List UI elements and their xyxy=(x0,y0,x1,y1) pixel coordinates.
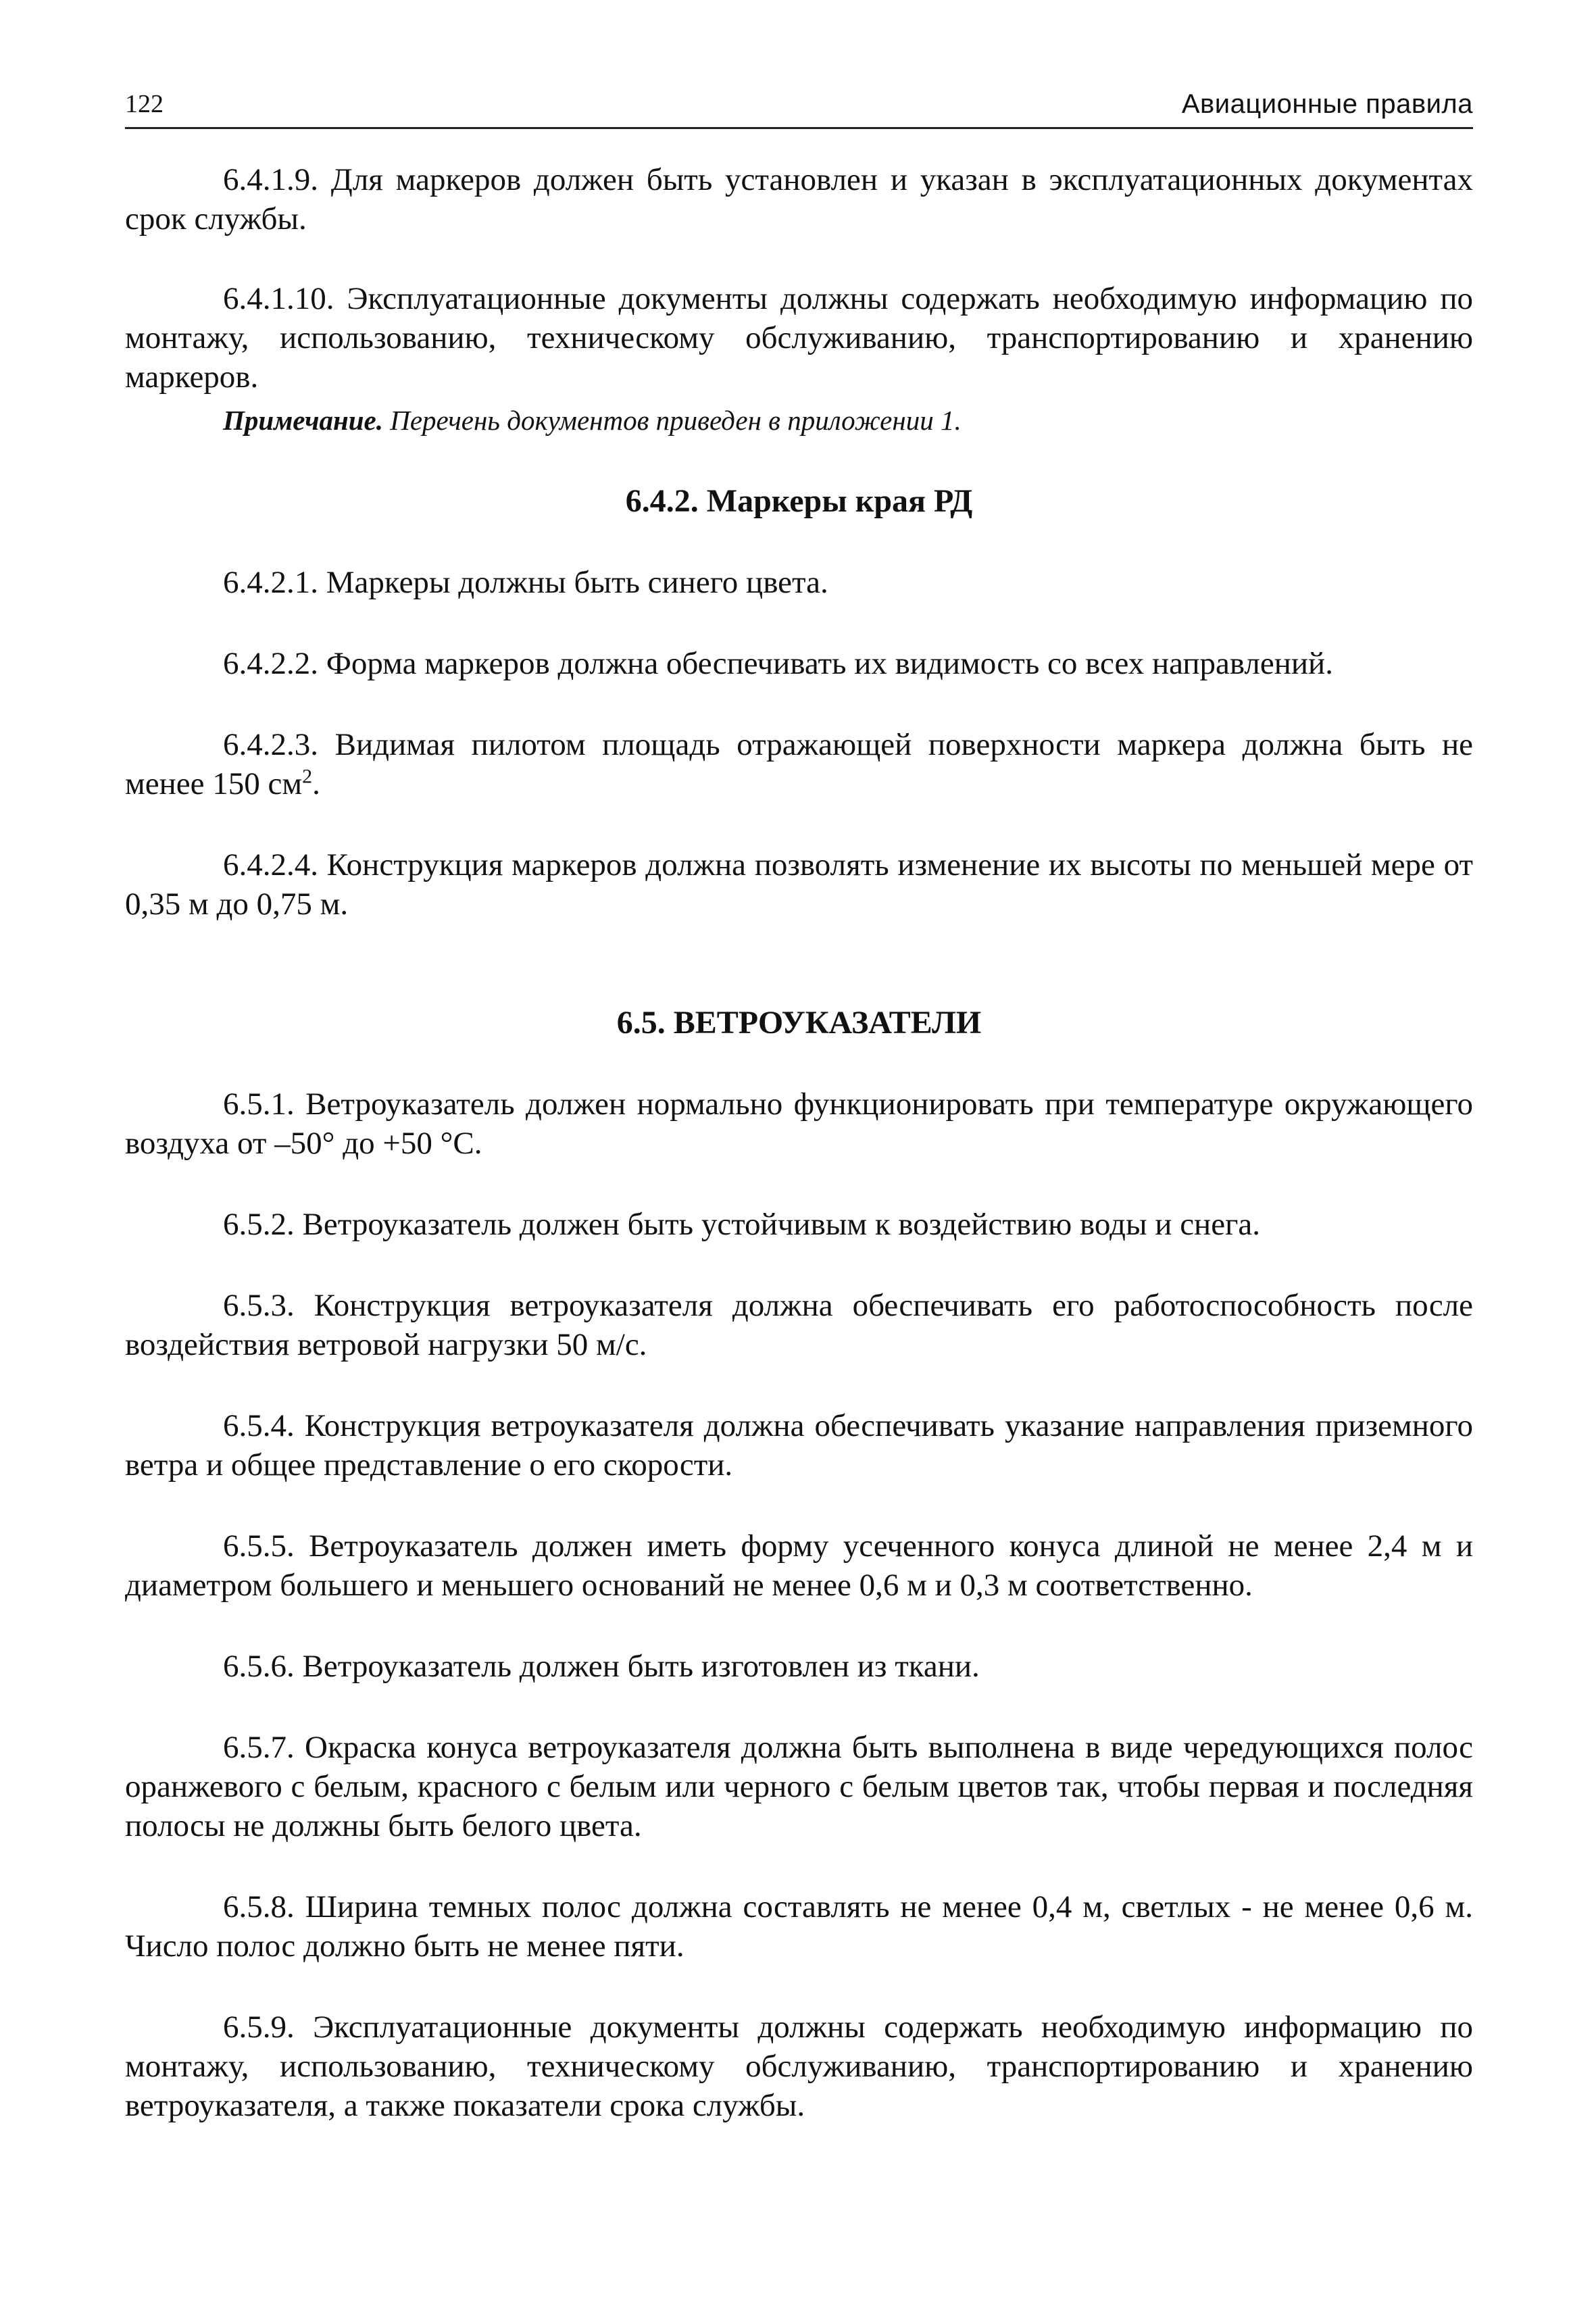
paragraph-6-5-7: 6.5.7. Окраска конуса ветроуказателя должна быть выполнена в виде чередующихся полос оранжевого с белым, красного с белым или черного с белым цветов так, чтобы первая и последняя полосы не должны быть белого цвета. xyxy=(125,1730,1473,1843)
paragraph-6-4-2-1: 6.4.2.1. Маркеры должны быть синего цвета. xyxy=(223,565,828,600)
note-label: Примечание. xyxy=(223,405,383,436)
note xyxy=(125,401,1473,440)
paragraph-6-5-1: 6.5.1. Ветроуказатель должен нормально функционировать при температуре окружающего воздуха от –50° до +50 °С. xyxy=(125,1087,1473,1161)
paragraph-6-4-1-9: 6.4.1.9. Для маркеров должен быть установлен и указан в эксплуатационных документах срок службы. xyxy=(125,162,1473,237)
running-title: Авиационные правила xyxy=(1181,89,1473,119)
paragraph-6-5-4: 6.5.4. Конструкция ветроуказателя должна обеспечивать указание направления приземного ветра и общее представление о его скорости. xyxy=(125,1408,1473,1483)
document-page xyxy=(125,80,1473,2125)
superscript-exponent: 2 xyxy=(302,765,313,788)
note-text: Перечень документов приведен в приложении 1. xyxy=(382,405,962,436)
paragraph-6-5-8: 6.5.8. Ширина темных полос должна составлять не менее 0,4 м, светлых - не менее 0,6 м. Число полос должно быть не менее пяти. xyxy=(125,1889,1473,1964)
document-body xyxy=(125,160,1473,2125)
paragraph-6-5-9: 6.5.9. Эксплуатационные документы должны содержать необходимую информацию по монтажу, использованию, техническому обслуживанию, транспортированию и хранению ветроуказателя, а также показатели срока службы. xyxy=(125,2010,1473,2123)
paragraph-6-4-2-3-text: 6.4.2.3. Видимая пилотом площадь отражающей поверхности маркера должна быть не менее 150 см xyxy=(125,727,1473,801)
paragraph-6-4-2-3 xyxy=(125,725,1473,803)
paragraph-6-4-1-10: 6.4.1.10. Эксплуатационные документы должны содержать необходимую информацию по монтажу, использованию, техническому обслуживанию, транспортированию и хранению маркеров. xyxy=(125,281,1473,395)
section-heading-6-5: 6.5. ВЕТРОУКАЗАТЕЛИ xyxy=(616,1005,982,1041)
paragraph-6-4-2-3-end: . xyxy=(312,766,320,801)
paragraph-6-5-5: 6.5.5. Ветроуказатель должен иметь форму усеченного конуса длиной не менее 2,4 м и диаметром большего и меньшего оснований не менее 0,6 м и 0,3 м соответственно. xyxy=(125,1528,1473,1603)
paragraph-6-4-2-4: 6.4.2.4. Конструкция маркеров должна позволять изменение их высоты по меньшей мере от 0,35 м до 0,75 м. xyxy=(125,847,1473,922)
paragraph-6-5-6: 6.5.6. Ветроуказатель должен быть изготовлен из ткани. xyxy=(223,1649,980,1684)
page-header xyxy=(125,80,1473,129)
section-heading-6-4-2: 6.4.2. Маркеры края РД xyxy=(625,483,973,519)
paragraph-6-5-2: 6.5.2. Ветроуказатель должен быть устойчивым к воздействию воды и снега. xyxy=(223,1207,1260,1242)
page-number: 122 xyxy=(125,90,164,118)
paragraph-6-4-2-2: 6.4.2.2. Форма маркеров должна обеспечивать их видимость со всех направлений. xyxy=(223,646,1333,681)
paragraph-6-5-3: 6.5.3. Конструкция ветроуказателя должна обеспечивать его работоспособность после воздействия ветровой нагрузки 50 м/с. xyxy=(125,1288,1473,1362)
